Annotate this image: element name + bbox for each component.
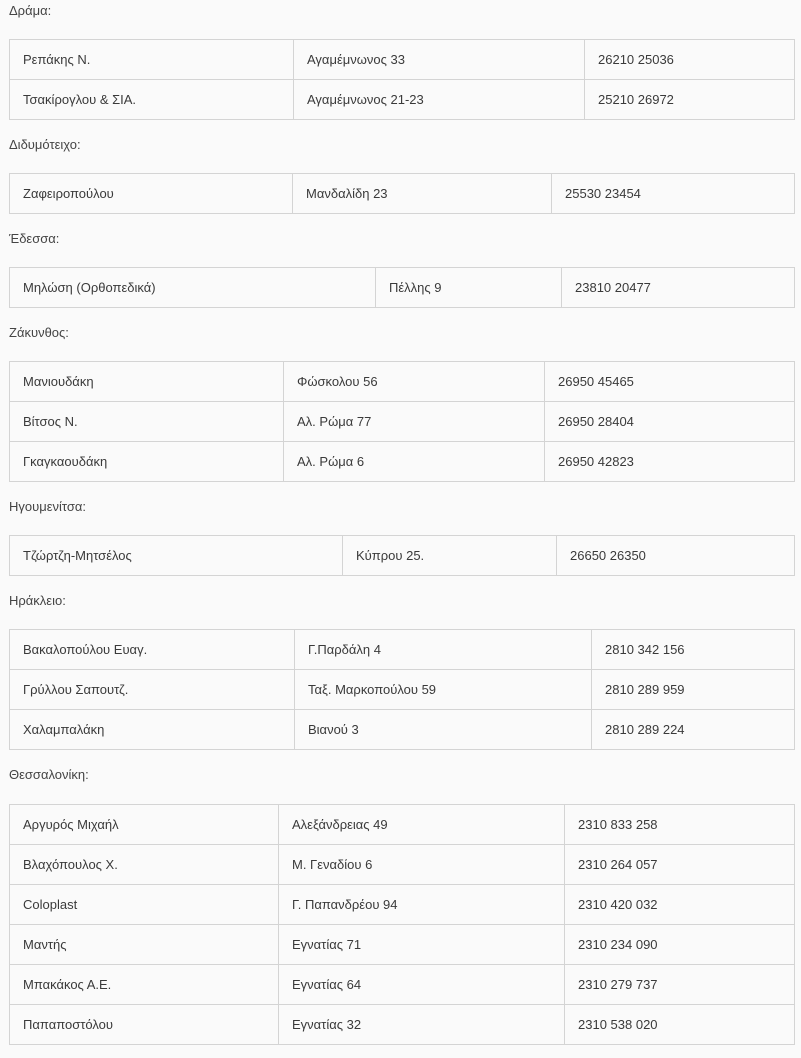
phone-cell: 2310 264 057: [565, 845, 795, 885]
name-cell: Μαντής: [10, 925, 279, 965]
table-igoumenitsa: [9, 535, 795, 576]
table-row: [10, 1005, 795, 1045]
name-cell: Τζώρτζη-Μητσέλος: [10, 536, 343, 576]
phone-cell: 26950 45465: [545, 362, 795, 402]
name-cell: Βακαλοπούλου Ευαγ.: [10, 630, 295, 670]
section-title-edessa: Έδεσσα:: [9, 231, 60, 246]
table-row: [10, 670, 795, 710]
phone-cell: 26650 26350: [557, 536, 795, 576]
section-title-didymoteicho: Διδυμότειχο:: [9, 137, 81, 152]
table-row: [10, 402, 795, 442]
name-cell: Αργυρός Μιχαήλ: [10, 805, 279, 845]
phone-cell: 26210 25036: [585, 40, 795, 80]
address-cell: Αλ. Ρώμα 6: [284, 442, 545, 482]
name-cell: Μανιουδάκη: [10, 362, 284, 402]
address-cell: Αγαμέμνωνος 33: [294, 40, 585, 80]
phone-cell: 25210 26972: [585, 80, 795, 120]
phone-cell: 2310 234 090: [565, 925, 795, 965]
phone-cell: 2810 342 156: [592, 630, 795, 670]
address-cell: Αγαμέμνωνος 21-23: [294, 80, 585, 120]
table-row: [10, 925, 795, 965]
address-cell: Κύπρου 25.: [343, 536, 557, 576]
name-cell: Παπαποστόλου: [10, 1005, 279, 1045]
section-title-igoumenitsa: Ηγουμενίτσα:: [9, 499, 87, 514]
table-row: [10, 630, 795, 670]
table-row: [10, 442, 795, 482]
phone-cell: 2810 289 224: [592, 710, 795, 750]
name-cell: Γκαγκαουδάκη: [10, 442, 284, 482]
table-row: [10, 536, 795, 576]
table-row: [10, 174, 795, 214]
address-cell: Ταξ. Μαρκοπούλου 59: [295, 670, 592, 710]
phone-cell: 23810 20477: [562, 268, 795, 308]
address-cell: Εγνατίας 64: [279, 965, 565, 1005]
section-title-thessaloniki: Θεσσαλονίκη:: [9, 767, 89, 782]
section-title-drama: Δράμα:: [9, 3, 52, 18]
name-cell: Μηλώση (Ορθοπεδικά): [10, 268, 376, 308]
table-row: [10, 885, 795, 925]
name-cell: Coloplast: [10, 885, 279, 925]
address-cell: Πέλλης 9: [376, 268, 562, 308]
address-cell: Μ. Γεναδίου 6: [279, 845, 565, 885]
phone-cell: 25530 23454: [552, 174, 795, 214]
address-cell: Γ. Παπανδρέου 94: [279, 885, 565, 925]
table-row: [10, 362, 795, 402]
address-cell: Εγνατίας 32: [279, 1005, 565, 1045]
name-cell: Ρεπάκης Ν.: [10, 40, 294, 80]
table-irakleio: [9, 629, 795, 750]
section-title-irakleio: Ηράκλειο:: [9, 593, 66, 608]
name-cell: Βλαχόπουλος Χ.: [10, 845, 279, 885]
address-cell: Φώσκολου 56: [284, 362, 545, 402]
name-cell: Ζαφειροπούλου: [10, 174, 293, 214]
name-cell: Γρύλλου Σαπουτζ.: [10, 670, 295, 710]
name-cell: Μπακάκος Α.Ε.: [10, 965, 279, 1005]
table-row: [10, 268, 795, 308]
table-row: [10, 710, 795, 750]
table-row: [10, 965, 795, 1005]
address-cell: Αλεξάνδρειας 49: [279, 805, 565, 845]
phone-cell: 26950 28404: [545, 402, 795, 442]
name-cell: Τσακίρογλου & ΣΙΑ.: [10, 80, 294, 120]
phone-cell: 2810 289 959: [592, 670, 795, 710]
name-cell: Βίτσος Ν.: [10, 402, 284, 442]
table-row: [10, 805, 795, 845]
table-thessaloniki: [9, 804, 795, 1045]
address-cell: Εγνατίας 71: [279, 925, 565, 965]
address-cell: Γ.Παρδάλη 4: [295, 630, 592, 670]
phone-cell: 2310 279 737: [565, 965, 795, 1005]
address-cell: Μανδαλίδη 23: [293, 174, 552, 214]
table-row: [10, 80, 795, 120]
table-zakynthos: [9, 361, 795, 482]
phone-cell: 2310 538 020: [565, 1005, 795, 1045]
table-edessa: [9, 267, 795, 308]
phone-cell: 2310 420 032: [565, 885, 795, 925]
table-row: [10, 40, 795, 80]
address-cell: Βιανού 3: [295, 710, 592, 750]
phone-cell: 26950 42823: [545, 442, 795, 482]
name-cell: Χαλαμπαλάκη: [10, 710, 295, 750]
table-row: [10, 845, 795, 885]
phone-cell: 2310 833 258: [565, 805, 795, 845]
table-didymoteicho: [9, 173, 795, 214]
table-drama: [9, 39, 795, 120]
address-cell: Αλ. Ρώμα 77: [284, 402, 545, 442]
section-title-zakynthos: Ζάκυνθος:: [9, 325, 69, 340]
